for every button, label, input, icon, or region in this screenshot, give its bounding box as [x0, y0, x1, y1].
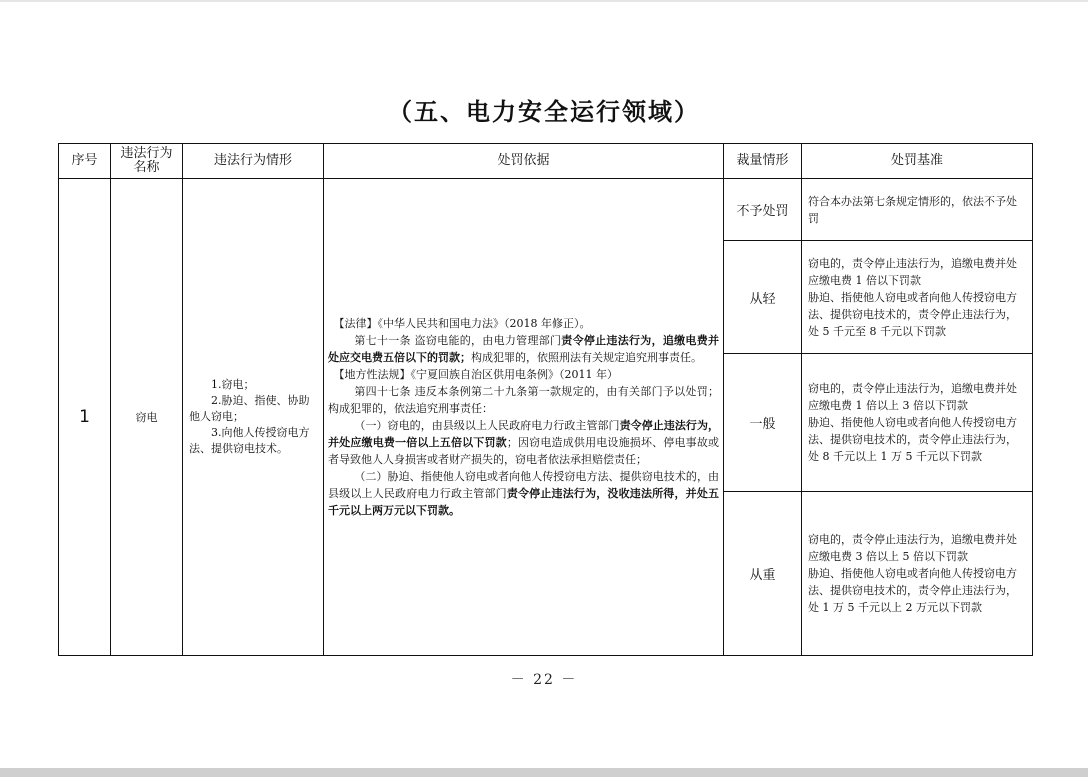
standard-general — [802, 354, 1033, 492]
standard-no-penalty — [802, 179, 1033, 241]
basis-law-title: 【法律】《中华人民共和国电力法》（2018 年修正）。 — [333, 317, 591, 330]
degree-severe: 从重 — [724, 492, 802, 656]
table-row — [59, 179, 1033, 241]
header-standard: 处罚基准 — [802, 144, 1033, 179]
standard-severe — [802, 492, 1033, 656]
standard-text: 符合本办法第七条规定情形的，依法不予处罚 — [808, 194, 1017, 225]
situation-item: 2.胁迫、指使、协助他人窃电； — [189, 394, 310, 423]
standard-text: 窃电的，责令停止违法行为，追缴电费并处应缴电费 3 倍以上 5 倍以下罚款 — [808, 533, 1017, 563]
basis-article-47: 第四十七条 违反本条例第二十九条第一款规定的，由有关部门予以处罚；构成犯罪的，依法追究刑事责任： — [328, 385, 719, 415]
row-seq: 1 — [59, 179, 111, 656]
standard-text: 胁迫、指使他人窃电或者向他人传授窃电方法、提供窃电技术的，责令停止违法行为，处 1 万 5 千元以上 2 万元以下罚款 — [808, 567, 1017, 614]
standard-text: 胁迫、指使他人窃电或者向他人传授窃电方法、提供窃电技术的，责令停止违法行为，处 5 千元至 8 千元以下罚款 — [808, 290, 1017, 338]
header-act-name-line1: 违法行为 — [120, 146, 173, 161]
header-act-name — [111, 144, 183, 179]
row-situations — [183, 179, 324, 656]
bottom-edge-band — [0, 768, 1088, 777]
table-header-row — [59, 144, 1033, 179]
degree-lenient: 从轻 — [724, 241, 802, 354]
page-title: （五、电力安全运行领域） — [388, 98, 700, 126]
standard-text: 胁迫、指使他人窃电或者向他人传授窃电方法、提供窃电技术的，责令停止违法行为，处 8 千元以上 1 万 5 千元以下罚款 — [808, 416, 1017, 463]
penalty-table — [58, 143, 1033, 656]
header-situation: 违法行为情形 — [183, 144, 324, 179]
header-act-name-line2: 名称 — [133, 160, 160, 175]
standard-text: 窃电的，责令停止违法行为，追缴电费并处应缴电费 1 倍以下罚款 — [808, 256, 1017, 287]
page-number: － 22 － — [510, 672, 578, 688]
header-degree: 裁量情形 — [724, 144, 802, 179]
degree-no-penalty: 不予处罚 — [724, 179, 802, 241]
basis-article-71: 第七十一条 盗窃电能的，由电力管理部门责令停止违法行为，追缴电费并处应交电费五倍以下的罚款；构成犯罪的，依照刑法有关规定追究刑事责任。 — [328, 334, 719, 364]
row-act-name: 窃电 — [111, 179, 183, 656]
header-seq: 序号 — [59, 144, 111, 179]
top-edge-line — [0, 0, 1088, 2]
situation-item: 3.向他人传授窃电方法、提供窃电技术。 — [189, 426, 310, 455]
header-basis: 处罚依据 — [324, 144, 724, 179]
situation-item: 1.窃电； — [211, 378, 255, 391]
standard-lenient — [802, 241, 1033, 354]
basis-regulation-title: 【地方性法规】《宁夏回族自治区供用电条例》（2011 年） — [333, 368, 618, 381]
row-legal-basis — [324, 179, 724, 656]
standard-text: 窃电的，责令停止违法行为，追缴电费并处应缴电费 1 倍以上 3 倍以下罚款 — [808, 382, 1017, 412]
basis-clause-1: （一）窃电的，由县级以上人民政府电力行政主管部门责令停止违法行为，并处应缴电费一倍以上五倍以下罚款；因窃电造成供用电设施损坏、停电事故或者导致他人人身损害或者财产损失的，窃电者依法承担赔偿责任； — [328, 419, 720, 466]
degree-general: 一般 — [724, 354, 802, 492]
basis-clause-2: （二）胁迫、指使他人窃电或者向他人传授窃电方法、提供窃电技术的，由县级以上人民政府电力行政主管部门责令停止违法行为，没收违法所得，并处五千元以上两万元以下罚款。 — [328, 470, 720, 517]
